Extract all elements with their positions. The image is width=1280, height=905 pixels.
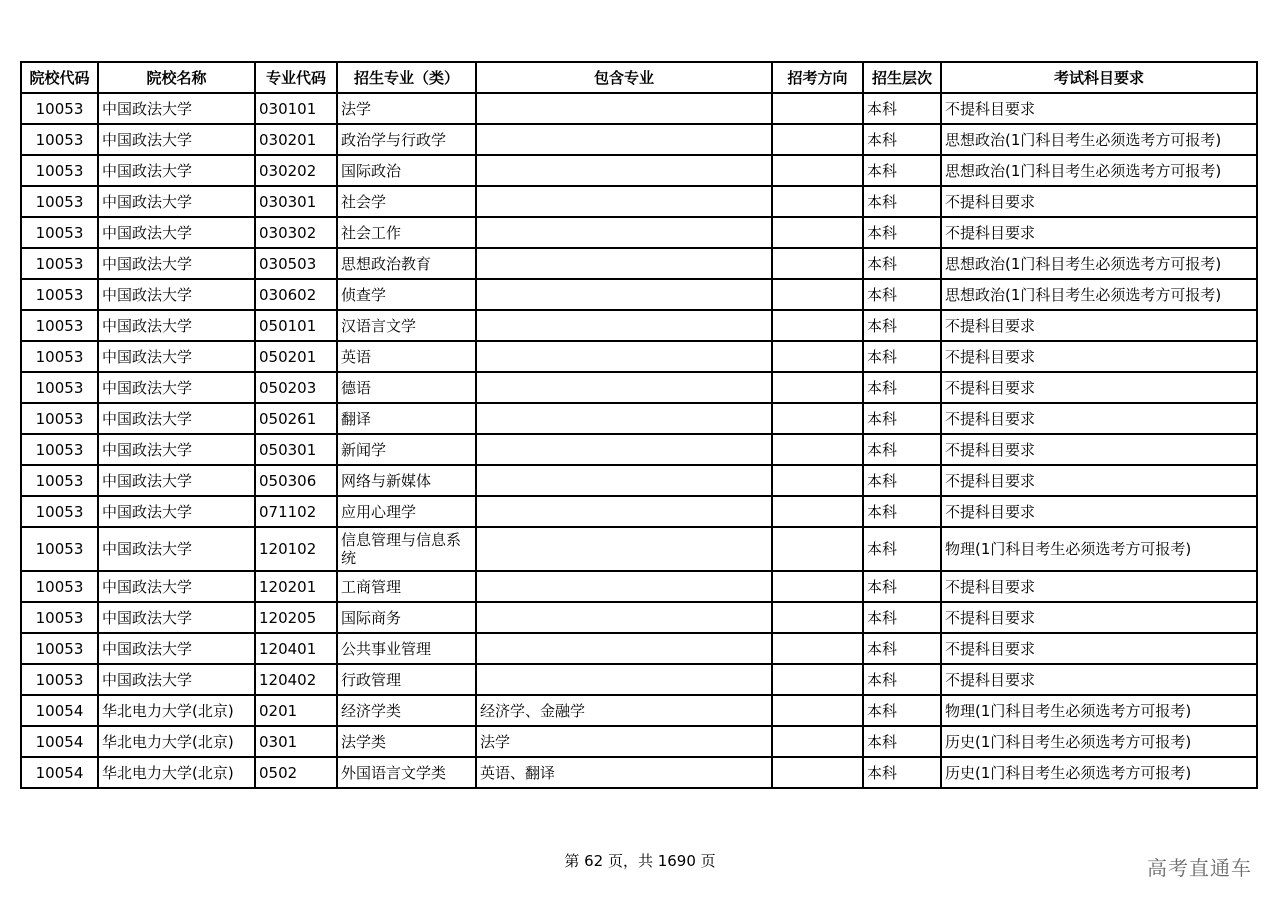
- cell-school-code: 10053: [21, 571, 98, 602]
- cell-major-code: 030302: [255, 217, 337, 248]
- cell-school-code: 10054: [21, 757, 98, 788]
- cell-subject-requirement: 不提科目要求: [941, 664, 1257, 695]
- cell-direction: [772, 403, 863, 434]
- header-school-name: 院校名称: [98, 62, 255, 93]
- cell-major-code: 030301: [255, 186, 337, 217]
- table-row: [21, 372, 1257, 403]
- cell-major: 网络与新媒体: [337, 465, 476, 496]
- cell-major-code: 120102: [255, 527, 337, 571]
- table-row: [21, 726, 1257, 757]
- cell-school-code: 10053: [21, 602, 98, 633]
- cell-subject-requirement: 历史(1门科目考生必须选考方可报考): [941, 757, 1257, 788]
- cell-level: 本科: [863, 496, 941, 527]
- cell-subject-requirement: 思想政治(1门科目考生必须选考方可报考): [941, 248, 1257, 279]
- cell-school-code: 10053: [21, 186, 98, 217]
- cell-subject-requirement: 不提科目要求: [941, 403, 1257, 434]
- cell-direction: [772, 602, 863, 633]
- table-row: [21, 695, 1257, 726]
- table-row: [21, 403, 1257, 434]
- cell-school-name: 中国政法大学: [98, 571, 255, 602]
- cell-school-code: 10053: [21, 496, 98, 527]
- cell-school-code: 10054: [21, 695, 98, 726]
- cell-major-code: 120402: [255, 664, 337, 695]
- cell-major-code: 0301: [255, 726, 337, 757]
- cell-school-name: 中国政法大学: [98, 434, 255, 465]
- table-row: [21, 434, 1257, 465]
- cell-direction: [772, 571, 863, 602]
- cell-major-code: 030101: [255, 93, 337, 124]
- cell-direction: [772, 341, 863, 372]
- cell-included-majors: [476, 633, 772, 664]
- cell-school-code: 10053: [21, 465, 98, 496]
- cell-direction: [772, 633, 863, 664]
- cell-direction: [772, 279, 863, 310]
- cell-included-majors: [476, 341, 772, 372]
- cell-direction: [772, 757, 863, 788]
- cell-major: 法学: [337, 93, 476, 124]
- cell-level: 本科: [863, 155, 941, 186]
- cell-major-code: 050201: [255, 341, 337, 372]
- cell-included-majors: [476, 248, 772, 279]
- cell-level: 本科: [863, 248, 941, 279]
- header-major-code: 专业代码: [255, 62, 337, 93]
- cell-school-code: 10053: [21, 93, 98, 124]
- header-row: [21, 62, 1257, 93]
- table-row: [21, 527, 1257, 571]
- cell-included-majors: [476, 310, 772, 341]
- cell-level: 本科: [863, 403, 941, 434]
- cell-level: 本科: [863, 93, 941, 124]
- cell-subject-requirement: 不提科目要求: [941, 217, 1257, 248]
- table-row: [21, 571, 1257, 602]
- table-row: [21, 757, 1257, 788]
- cell-subject-requirement: 思想政治(1门科目考生必须选考方可报考): [941, 279, 1257, 310]
- cell-major-code: 050301: [255, 434, 337, 465]
- cell-included-majors: [476, 664, 772, 695]
- cell-included-majors: 经济学、金融学: [476, 695, 772, 726]
- cell-subject-requirement: 物理(1门科目考生必须选考方可报考): [941, 695, 1257, 726]
- cell-major-code: 120201: [255, 571, 337, 602]
- cell-school-name: 中国政法大学: [98, 372, 255, 403]
- cell-subject-requirement: 不提科目要求: [941, 341, 1257, 372]
- header-level: 招生层次: [863, 62, 941, 93]
- cell-subject-requirement: 不提科目要求: [941, 372, 1257, 403]
- cell-level: 本科: [863, 571, 941, 602]
- cell-subject-requirement: 思想政治(1门科目考生必须选考方可报考): [941, 155, 1257, 186]
- cell-major: 外国语言文学类: [337, 757, 476, 788]
- cell-major: 公共事业管理: [337, 633, 476, 664]
- cell-major: 国际政治: [337, 155, 476, 186]
- cell-level: 本科: [863, 465, 941, 496]
- cell-major-code: 030602: [255, 279, 337, 310]
- cell-school-name: 中国政法大学: [98, 341, 255, 372]
- cell-direction: [772, 124, 863, 155]
- cell-major: 英语: [337, 341, 476, 372]
- cell-direction: [772, 434, 863, 465]
- cell-direction: [772, 186, 863, 217]
- cell-school-code: 10053: [21, 279, 98, 310]
- cell-school-code: 10053: [21, 155, 98, 186]
- header-major: 招生专业（类）: [337, 62, 476, 93]
- cell-direction: [772, 496, 863, 527]
- cell-subject-requirement: 不提科目要求: [941, 186, 1257, 217]
- cell-included-majors: [476, 403, 772, 434]
- cell-major-code: 030503: [255, 248, 337, 279]
- cell-direction: [772, 155, 863, 186]
- cell-school-code: 10053: [21, 248, 98, 279]
- cell-direction: [772, 695, 863, 726]
- cell-subject-requirement: 不提科目要求: [941, 310, 1257, 341]
- cell-included-majors: [476, 602, 772, 633]
- cell-school-name: 华北电力大学(北京): [98, 757, 255, 788]
- cell-major-code: 050306: [255, 465, 337, 496]
- cell-included-majors: [476, 186, 772, 217]
- cell-major-code: 0201: [255, 695, 337, 726]
- cell-level: 本科: [863, 757, 941, 788]
- cell-school-code: 10053: [21, 403, 98, 434]
- cell-school-code: 10053: [21, 217, 98, 248]
- table-row: [21, 465, 1257, 496]
- table-row: [21, 602, 1257, 633]
- header-subject-requirement: 考试科目要求: [941, 62, 1257, 93]
- cell-level: 本科: [863, 186, 941, 217]
- cell-school-name: 中国政法大学: [98, 155, 255, 186]
- cell-school-code: 10053: [21, 664, 98, 695]
- cell-direction: [772, 465, 863, 496]
- cell-included-majors: 法学: [476, 726, 772, 757]
- cell-direction: [772, 217, 863, 248]
- cell-major: 思想政治教育: [337, 248, 476, 279]
- header-school-code: 院校代码: [21, 62, 98, 93]
- cell-major-code: 071102: [255, 496, 337, 527]
- cell-major: 翻译: [337, 403, 476, 434]
- cell-level: 本科: [863, 310, 941, 341]
- cell-major: 国际商务: [337, 602, 476, 633]
- watermark: 高考直通车: [1147, 856, 1252, 880]
- cell-school-name: 中国政法大学: [98, 93, 255, 124]
- cell-level: 本科: [863, 434, 941, 465]
- cell-major-code: 050261: [255, 403, 337, 434]
- cell-major-code: 030201: [255, 124, 337, 155]
- cell-school-name: 中国政法大学: [98, 465, 255, 496]
- cell-school-name: 中国政法大学: [98, 633, 255, 664]
- cell-direction: [772, 527, 863, 571]
- cell-included-majors: 英语、翻译: [476, 757, 772, 788]
- header-direction: 招考方向: [772, 62, 863, 93]
- cell-major-code: 050101: [255, 310, 337, 341]
- cell-school-name: 中国政法大学: [98, 664, 255, 695]
- cell-included-majors: [476, 434, 772, 465]
- cell-direction: [772, 310, 863, 341]
- cell-subject-requirement: 不提科目要求: [941, 571, 1257, 602]
- table-row: [21, 93, 1257, 124]
- table-row: [21, 217, 1257, 248]
- table-row: [21, 279, 1257, 310]
- cell-school-name: 中国政法大学: [98, 403, 255, 434]
- cell-school-name: 中国政法大学: [98, 217, 255, 248]
- cell-included-majors: [476, 217, 772, 248]
- cell-subject-requirement: 不提科目要求: [941, 602, 1257, 633]
- cell-subject-requirement: 不提科目要求: [941, 633, 1257, 664]
- cell-included-majors: [476, 155, 772, 186]
- cell-major-code: 120401: [255, 633, 337, 664]
- cell-school-name: 中国政法大学: [98, 279, 255, 310]
- table-row: [21, 310, 1257, 341]
- cell-level: 本科: [863, 602, 941, 633]
- cell-school-name: 中国政法大学: [98, 248, 255, 279]
- cell-level: 本科: [863, 372, 941, 403]
- table-row: [21, 664, 1257, 695]
- cell-school-name: 中国政法大学: [98, 310, 255, 341]
- cell-major: 信息管理与信息系统: [337, 527, 476, 571]
- cell-level: 本科: [863, 633, 941, 664]
- cell-included-majors: [476, 496, 772, 527]
- cell-subject-requirement: 历史(1门科目考生必须选考方可报考): [941, 726, 1257, 757]
- cell-school-code: 10053: [21, 633, 98, 664]
- cell-level: 本科: [863, 124, 941, 155]
- cell-school-name: 中国政法大学: [98, 527, 255, 571]
- cell-level: 本科: [863, 341, 941, 372]
- cell-major: 经济学类: [337, 695, 476, 726]
- cell-included-majors: [476, 527, 772, 571]
- cell-major: 社会工作: [337, 217, 476, 248]
- cell-major: 应用心理学: [337, 496, 476, 527]
- cell-level: 本科: [863, 527, 941, 571]
- cell-included-majors: [476, 279, 772, 310]
- cell-school-code: 10053: [21, 124, 98, 155]
- cell-subject-requirement: 思想政治(1门科目考生必须选考方可报考): [941, 124, 1257, 155]
- cell-subject-requirement: 不提科目要求: [941, 434, 1257, 465]
- cell-major: 汉语言文学: [337, 310, 476, 341]
- cell-level: 本科: [863, 726, 941, 757]
- cell-major-code: 050203: [255, 372, 337, 403]
- cell-included-majors: [476, 124, 772, 155]
- cell-level: 本科: [863, 695, 941, 726]
- cell-major-code: 0502: [255, 757, 337, 788]
- table-row: [21, 248, 1257, 279]
- cell-direction: [772, 664, 863, 695]
- cell-subject-requirement: 不提科目要求: [941, 496, 1257, 527]
- cell-major: 政治学与行政学: [337, 124, 476, 155]
- cell-direction: [772, 372, 863, 403]
- cell-school-name: 中国政法大学: [98, 496, 255, 527]
- table-row: [21, 124, 1257, 155]
- cell-school-name: 华北电力大学(北京): [98, 726, 255, 757]
- cell-level: 本科: [863, 279, 941, 310]
- cell-subject-requirement: 不提科目要求: [941, 93, 1257, 124]
- cell-major: 行政管理: [337, 664, 476, 695]
- cell-school-code: 10053: [21, 310, 98, 341]
- cell-school-code: 10054: [21, 726, 98, 757]
- cell-level: 本科: [863, 664, 941, 695]
- cell-school-name: 华北电力大学(北京): [98, 695, 255, 726]
- cell-major: 社会学: [337, 186, 476, 217]
- cell-included-majors: [476, 372, 772, 403]
- cell-included-majors: [476, 465, 772, 496]
- cell-major-code: 030202: [255, 155, 337, 186]
- table-row: [21, 633, 1257, 664]
- table-row: [21, 186, 1257, 217]
- cell-major: 新闻学: [337, 434, 476, 465]
- header-included-majors: 包含专业: [476, 62, 772, 93]
- cell-direction: [772, 93, 863, 124]
- table-body: [21, 93, 1257, 788]
- cell-school-name: 中国政法大学: [98, 124, 255, 155]
- cell-school-code: 10053: [21, 341, 98, 372]
- cell-school-code: 10053: [21, 527, 98, 571]
- cell-major: 德语: [337, 372, 476, 403]
- table-row: [21, 155, 1257, 186]
- admission-table: [20, 61, 1258, 789]
- cell-school-code: 10053: [21, 434, 98, 465]
- cell-major: 法学类: [337, 726, 476, 757]
- cell-level: 本科: [863, 217, 941, 248]
- cell-major: 侦查学: [337, 279, 476, 310]
- cell-subject-requirement: 物理(1门科目考生必须选考方可报考): [941, 527, 1257, 571]
- cell-direction: [772, 726, 863, 757]
- table-row: [21, 496, 1257, 527]
- cell-school-name: 中国政法大学: [98, 602, 255, 633]
- cell-subject-requirement: 不提科目要求: [941, 465, 1257, 496]
- cell-school-code: 10053: [21, 372, 98, 403]
- cell-major-code: 120205: [255, 602, 337, 633]
- cell-major: 工商管理: [337, 571, 476, 602]
- cell-included-majors: [476, 93, 772, 124]
- cell-direction: [772, 248, 863, 279]
- page-number: 第 62 页，共 1690 页: [564, 852, 716, 870]
- cell-school-name: 中国政法大学: [98, 186, 255, 217]
- table-row: [21, 341, 1257, 372]
- cell-included-majors: [476, 571, 772, 602]
